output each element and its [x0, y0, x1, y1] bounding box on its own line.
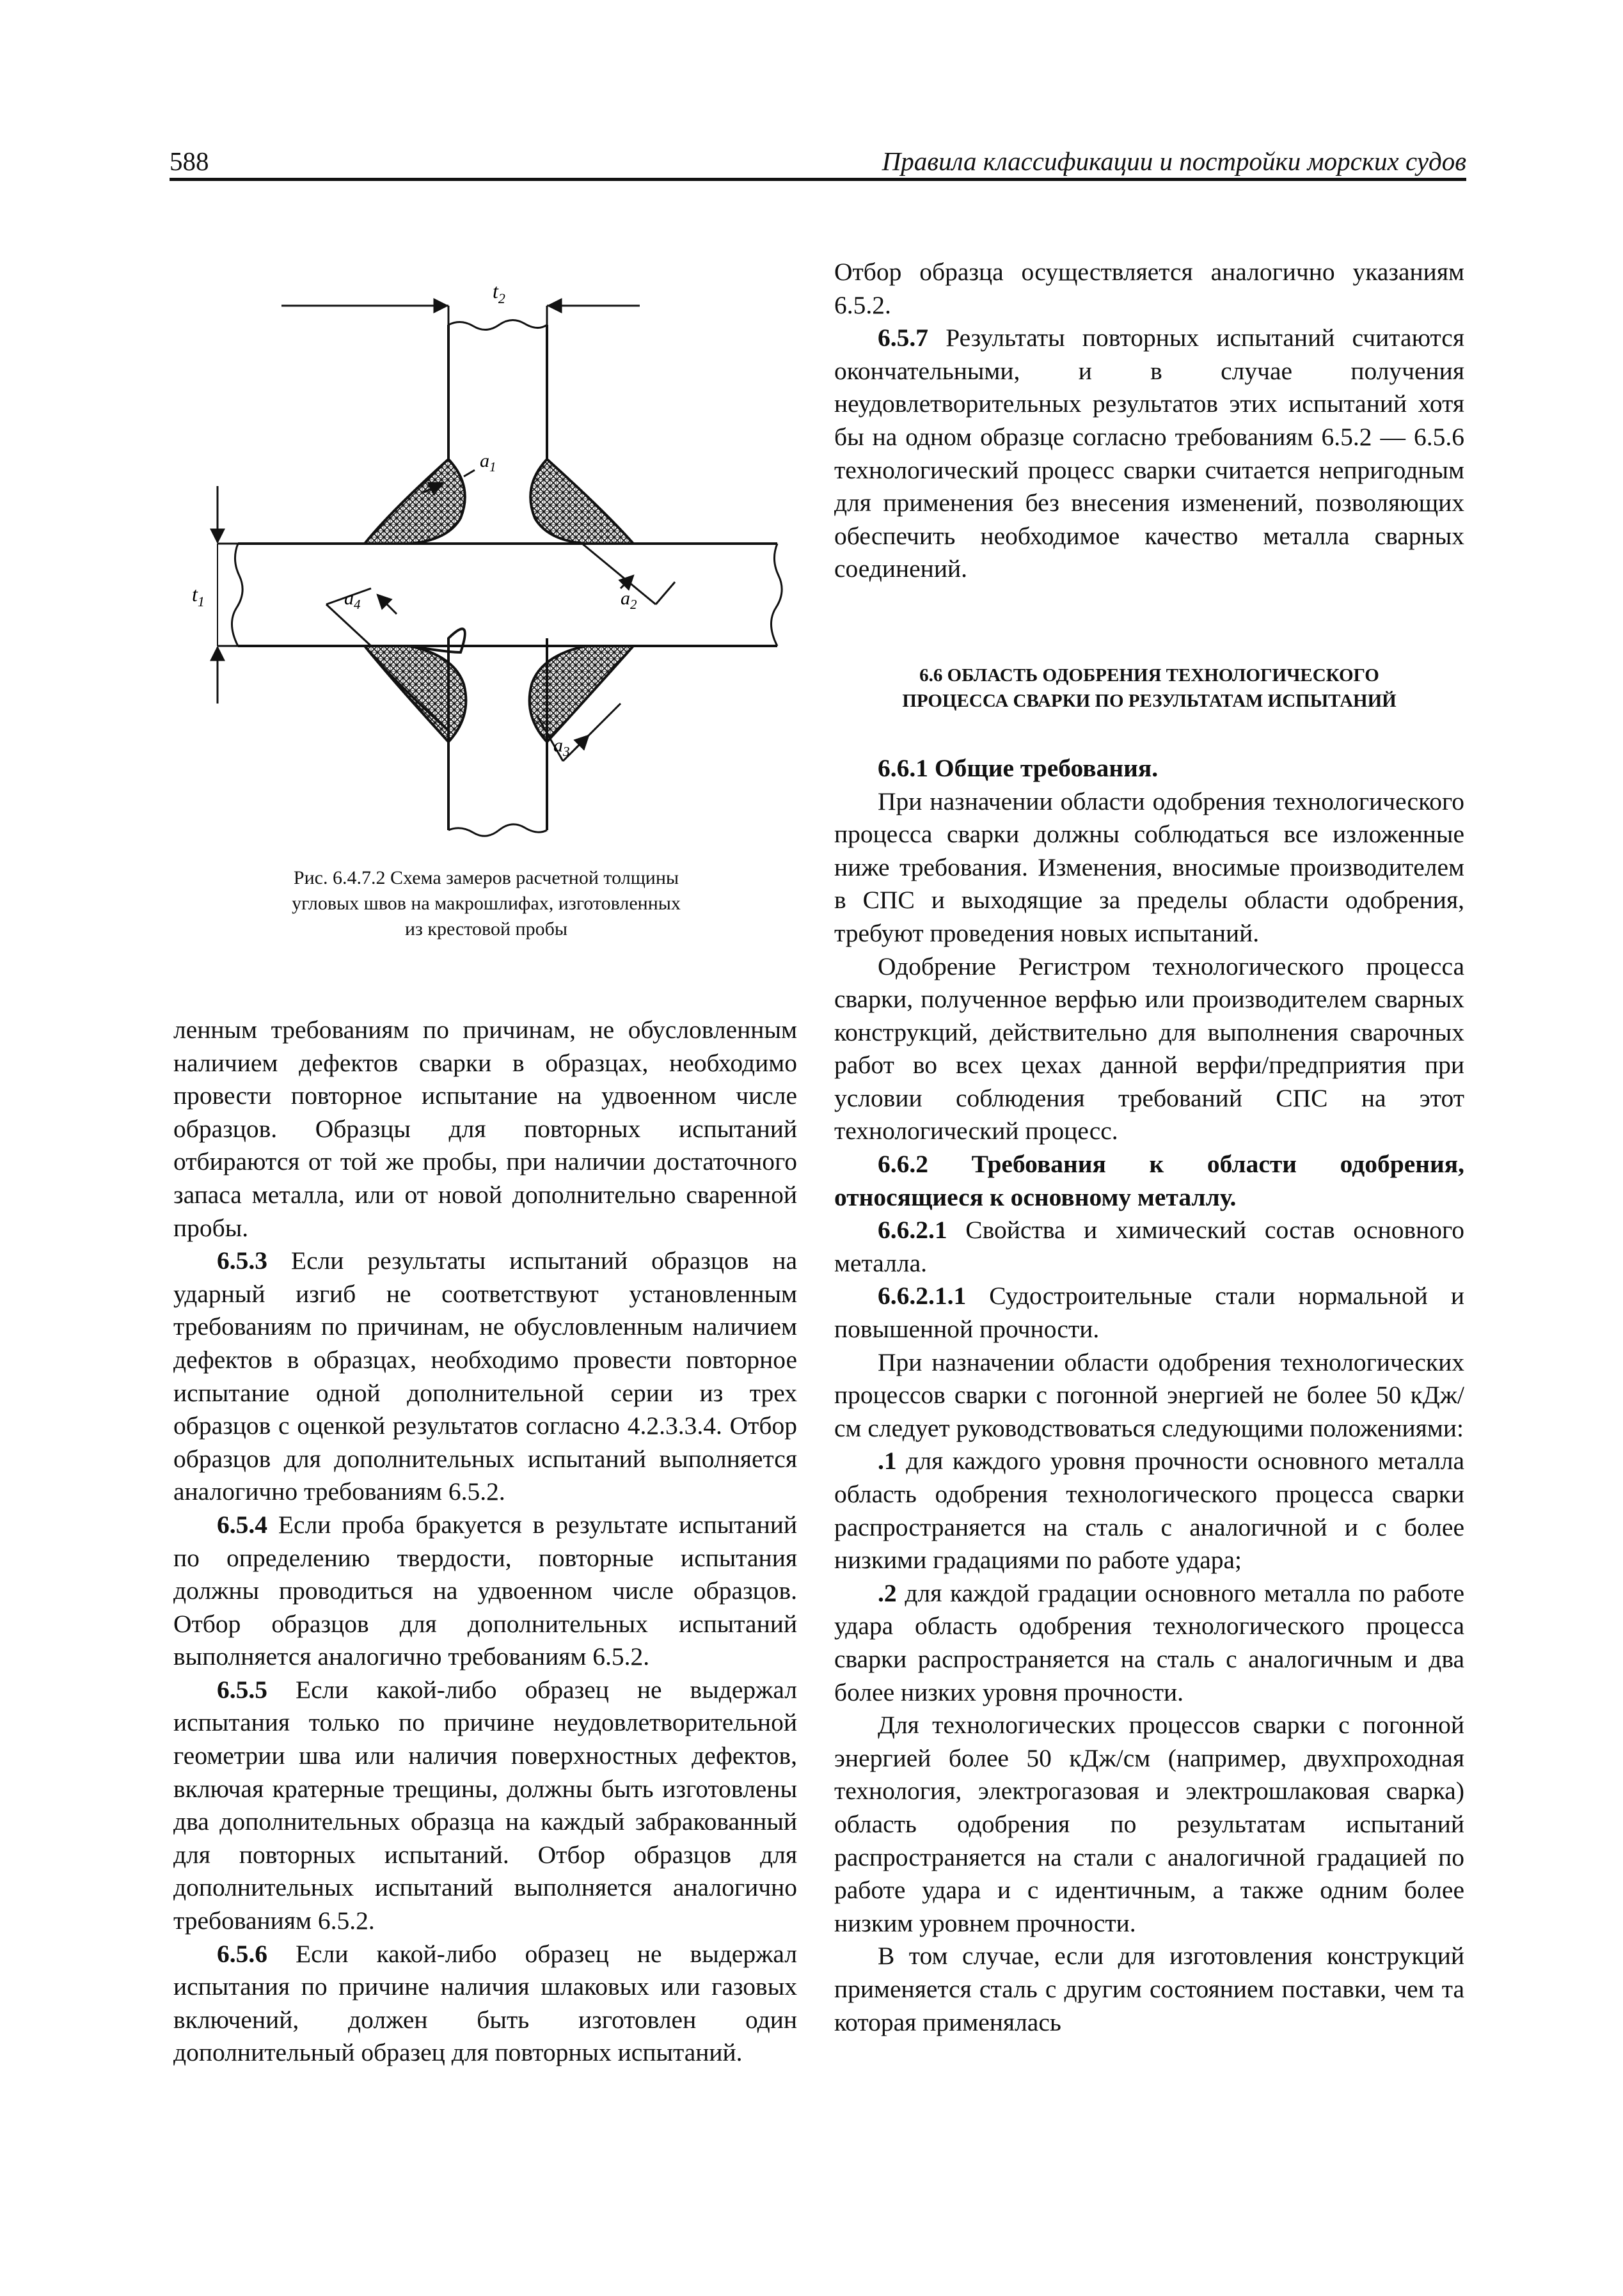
section-heading-6-6: 6.6 ОБЛАСТЬ ОДОБРЕНИЯ ТЕХНОЛОГИЧЕСКОГО ПРОЦЕССА СВАРКИ ПО РЕЗУЛЬТАТАМ ИСПЫТАНИЙ: [902, 664, 1397, 711]
label-a4: $a_4$: [344, 588, 361, 612]
subheading-6-6-1: 6.6.1 Общие требования.: [878, 753, 1159, 782]
paragraph: Отбор образца осуществляется аналогично указаниям 6.5.2.: [834, 258, 1464, 319]
label-a3: $a_3$: [553, 735, 570, 759]
paragraph: При назначении области одобрения технологического процесса сварки должны соблюдаться все изложенные ниже требования. Изменения, вносимые производителем в СПС и выходящие за пределы области одобрения, требуют проведения новых испытаний.: [834, 787, 1464, 947]
figure-caption: Рис. 6.4.7.2 Схема замеров расчетной толщины угловых швов на макрошлифах, изготовленных из крестовой пробы: [292, 867, 681, 940]
weld-a1: [365, 459, 465, 544]
vertical-plate-bottom: [448, 638, 547, 830]
paragraph-6-6-2-1-1: 6.6.2.1.1 Судостроительные стали нормальной и повышенной прочности.: [834, 1282, 1464, 1344]
paragraph: В том случае, если для изготовления конструкций применяется сталь с другим состоянием поставки, чем та которая применялась: [834, 1942, 1464, 2036]
running-title: Правила классификации и постройки морских судов: [882, 146, 1466, 176]
weld-a3-fill: [530, 646, 633, 742]
paragraph: При назначении области одобрения технологических процессов сварки с погонной энергией не более 50 кДж/см следует руководствоваться следующими положениями:: [834, 1348, 1464, 1442]
paragraph-6-6-2-1: 6.6.2.1 Свойства и химический состав основного металла.: [834, 1216, 1464, 1277]
paragraph-6-5-5: 6.5.5 Если какой-либо образец не выдержал испытания только по причине неудовлетворительной геометрии шва или наличия поверхностных дефектов, включая кратерные трещины, должны быть изготовлены два дополнительных образца на каждый забракованный для повторных испытаний. Отбор образцов для дополнительных испытаний выполняется аналогично требованиям 6.5.2.: [173, 1675, 797, 1935]
weld-a4-fill: [365, 646, 466, 742]
paragraph: Одобрение Регистром технологического процесса сварки, полученное верфью или производителем сварных конструкций, действительно для выполнения сварочных работ во всех цехах данной верфи/предприятия при условии соблюдения требований СПС на этот технологический процесс.: [834, 952, 1464, 1145]
paragraph: ленным требованиям по причинам, не обусловленным наличием дефектов сварки в образцах, необходимо провести повторное испытание на удвоенном числе образцов. Образцы для повторных испытаний отбираются от той же пробы, при наличии достаточного запаса металла, или от новой дополнительно сваренной пробы.: [173, 1016, 797, 1242]
header-rule: [170, 178, 1466, 181]
label-t1: $t_1$: [192, 583, 205, 609]
right-column: [834, 256, 1464, 2039]
weld-a2: [530, 459, 633, 544]
paragraph: Для технологических процессов сварки с погонной энергией более 50 кДж/см (например, двухпроходная технология, электрогазовая и электрошлаковая сварка) область одобрения по результатам испытаний распространяется на стали с аналогичной градацией по работе удара и с идентичным, а также одним более низким уровнем прочности.: [834, 1711, 1464, 1937]
list-item-2: .2 для каждой градации основного металла по работе удара область одобрения технологического процесса сварки распространяется на сталь с аналогичным и два более низких уровня прочности.: [834, 1578, 1464, 1706]
paragraph-6-5-7: 6.5.7 Результаты повторных испытаний считаются окончательными, и в случае получения неудовлетворительных результатов этих испытаний хотя бы на одном образце согласно требованиям 6.5.2 — 6.5.6 технологический процесс сварки считается непригодным для применения без внесения изменений, позволяющих обеспечить необходимое качество металла сварных соединений.: [834, 324, 1464, 583]
label-a2: $a_2$: [621, 588, 637, 612]
left-column: [173, 1014, 797, 2070]
list-item-1: .1 для каждого уровня прочности основного металла область одобрения технологического процесса сварки распространяется на сталь с аналогичной и с более низкими градациями по работе удара;: [834, 1447, 1464, 1575]
page-number: 588: [170, 146, 209, 176]
label-a1: $a_1$: [480, 450, 496, 475]
label-t2: $t_2$: [493, 279, 505, 306]
horizontal-plate: [238, 544, 777, 646]
paragraph-6-5-6: 6.5.6 Если какой-либо образец не выдержал испытания по причине наличия шлаковых или газовых включений, должен быть изготовлен один дополнительный образец для повторных испытаний.: [173, 1939, 797, 2067]
cruciform-weld-figure: [179, 256, 793, 857]
paragraph-6-5-3: 6.5.3 Если результаты испытаний образцов на ударный изгиб не соответствуют установленным требованиям по причинам, не обусловленным наличием дефектов в образцах, необходимо провести повторное испытание одной дополнительной серии из трех образцов с оценкой результатов согласно 4.2.3.3.4. Отбор образцов для дополнительных испытаний выполняется аналогично требованиям 6.5.2.: [173, 1246, 797, 1506]
vertical-plate-top: [448, 325, 547, 459]
paragraph-6-5-4: 6.5.4 Если проба бракуется в результате испытаний по определению твердости, повторные испытания должны проводиться на удвоенном числе образцов. Отбор образцов для дополнительных испытаний выполняется аналогично требованиям 6.5.2.: [173, 1510, 797, 1671]
subheading-6-6-2: 6.6.2 Требования к области одобрения, относящиеся к основному металлу.: [834, 1150, 1464, 1211]
